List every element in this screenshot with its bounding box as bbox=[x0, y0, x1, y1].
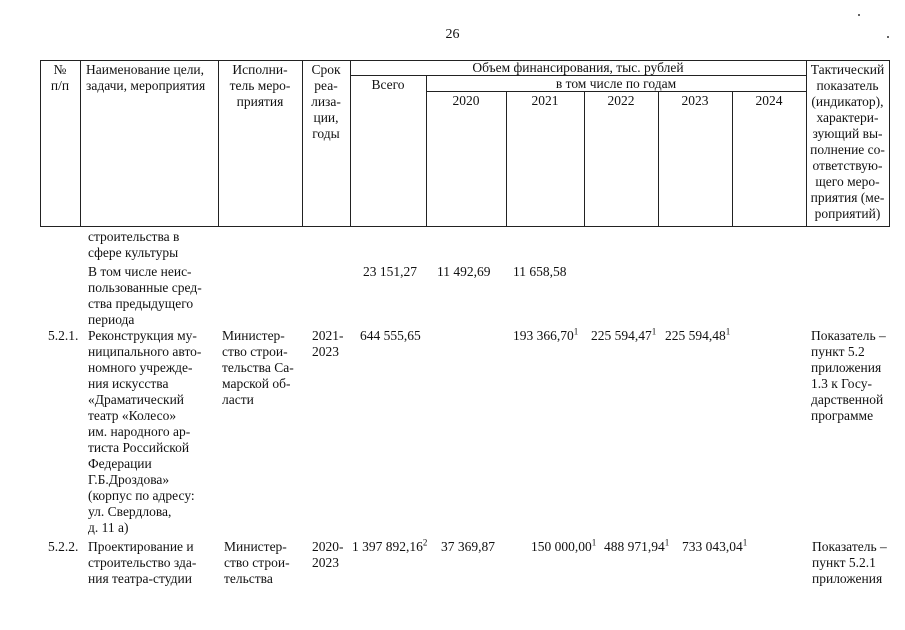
header-year-2020: 2020 bbox=[452, 93, 480, 108]
row-2023: 225 594,48$^1$ bbox=[665, 326, 731, 343]
header-funding: Объем финансирования, тыс. рублей bbox=[472, 60, 684, 75]
header-year-2022: 2022 bbox=[607, 93, 635, 108]
row-num: 5.2.1. bbox=[48, 328, 79, 343]
row-indicator: Показатель – пункт 5.2 приложения 1.3 к Госу- дарственной программе bbox=[811, 328, 886, 423]
continuation-2021: 11 658,58 bbox=[513, 264, 567, 279]
header-executor: Исполни- тель меро- приятия bbox=[229, 62, 291, 109]
header-by-years: в том числе по годам bbox=[555, 76, 677, 91]
row-2021: 193 366,70$^1$ bbox=[513, 326, 579, 343]
row-2023: 733 043,04$^1$ bbox=[682, 537, 748, 554]
header-indicator: Тактический показатель (индикатор), характери- зующий вы- полнение со- ответствую- щего меро- приятия (ме- роприятий) bbox=[810, 62, 885, 221]
scan-speck bbox=[858, 14, 860, 16]
header-num: № п/п bbox=[50, 62, 70, 93]
row-total: 1 397 892,16$^2$ bbox=[352, 537, 428, 554]
row-term: 2020- 2023 bbox=[312, 539, 344, 570]
header-total: Всего bbox=[371, 77, 405, 92]
header-year-2023: 2023 bbox=[681, 93, 709, 108]
page-number: 26 bbox=[445, 27, 460, 42]
header-year-2021: 2021 bbox=[531, 93, 559, 108]
scan-speck bbox=[887, 36, 889, 38]
row-term: 2021- 2023 bbox=[312, 328, 344, 359]
row-num: 5.2.2. bbox=[48, 539, 79, 554]
row-total: 644 555,65 bbox=[360, 328, 421, 343]
continuation-sub-name: В том числе неис- пользованные сред- ства предыдущего периода bbox=[88, 264, 202, 327]
continuation-name: строительства в сфере культуры bbox=[88, 229, 180, 260]
row-name: Проектирование и строительство зда- ния театра-студии bbox=[88, 539, 197, 586]
row-indicator: Показатель – пункт 5.2.1 приложения bbox=[812, 539, 887, 586]
header-term: Срок реа- лиза- ции, годы bbox=[311, 62, 341, 141]
continuation-total: 23 151,27 bbox=[363, 264, 417, 279]
row-2021: 150 000,00$^1$ bbox=[531, 537, 597, 554]
header-name: Наименование цели, задачи, мероприятия bbox=[86, 62, 206, 93]
continuation-2020: 11 492,69 bbox=[437, 264, 491, 279]
row-2022: 488 971,94$^1$ bbox=[604, 537, 670, 554]
row-executor: Министер- ство строи- тельства bbox=[224, 539, 290, 586]
row-name: Реконструкция му- ниципального авто- номного учрежде- ния искусства «Драматический театр «Колесо» им. народного ар- тиста Российской Федерации Г.Б.Дроздова» (корпус по адресу: ул. Свердлова, д. 11 а) bbox=[88, 328, 202, 535]
row-2022: 225 594,47$^1$ bbox=[591, 326, 657, 343]
row-2020: 37 369,87 bbox=[441, 539, 495, 554]
row-executor: Министер- ство строи- тельства Са- марской об- ласти bbox=[222, 328, 294, 407]
header-year-2024: 2024 bbox=[755, 93, 783, 108]
